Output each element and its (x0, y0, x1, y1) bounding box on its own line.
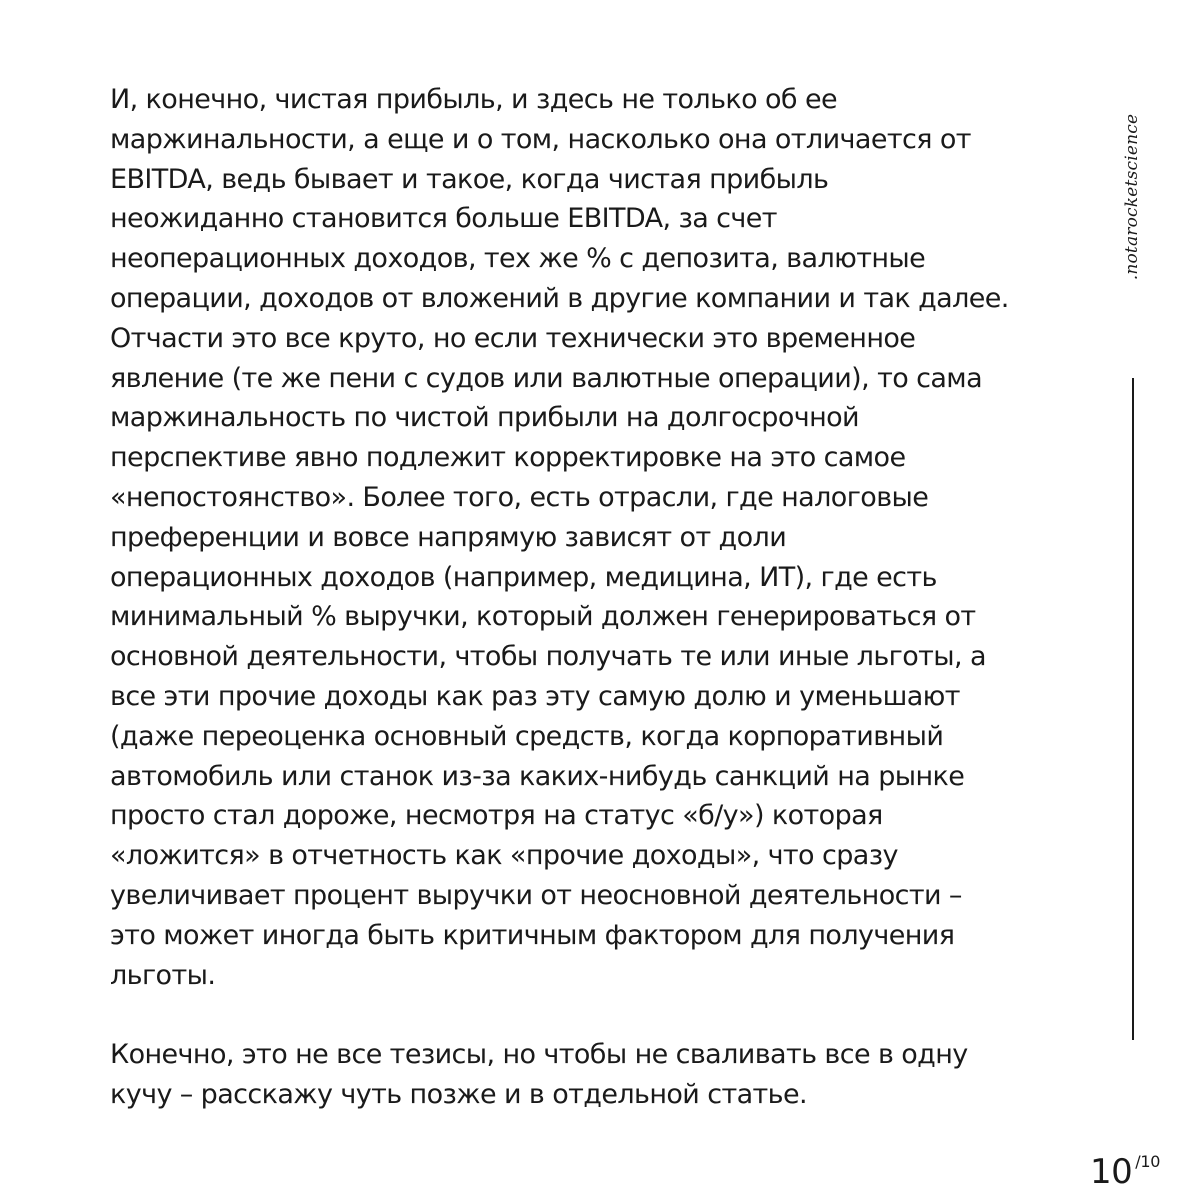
text-line: маржинальности, а еще и о том, насколько она отличается от (110, 123, 971, 155)
text-line: все эти прочие доходы как раз эту самую долю и уменьшают (110, 680, 960, 712)
text-line: перспективе явно подлежит корректировке на это самое (110, 442, 906, 474)
text-line: автомобиль или станок из-за каких-нибудь санкций на рынке (110, 760, 965, 792)
page-counter (1090, 1150, 1160, 1194)
paragraph-spacer (110, 995, 1070, 1035)
paragraph (110, 1035, 1070, 1115)
text-line: EBITDA, ведь бывает и такое, когда чистая прибыль (110, 163, 829, 195)
text-line: просто стал дороже, несмотря на статус «б/у») которая (110, 800, 883, 832)
page-total: /10 (1135, 1152, 1161, 1171)
text-line: Конечно, это не все тезисы, но чтобы не сваливать все в одну (110, 1039, 968, 1071)
text-line: операции, доходов от вложений в другие компании и так далее. (110, 282, 1009, 314)
text-line: это может иногда быть критичным фактором для получения (110, 919, 955, 951)
text-line: операционных доходов (например, медицина, ИТ), где есть (110, 561, 937, 593)
text-line: основной деятельности, чтобы получать те или иные льготы, а (110, 641, 986, 673)
text-line: неоперационных доходов, тех же % с депозита, валютные (110, 243, 926, 275)
text-line: минимальный % выручки, который должен генерироваться от (110, 601, 976, 633)
brand-handle-text: .notarocketscience (1122, 113, 1142, 281)
brand-handle (1120, 102, 1144, 292)
text-line: кучу – расскажу чуть позже и в отдельной статье. (110, 1078, 807, 1110)
text-line: маржинальность по чистой прибыли на долгосрочной (110, 402, 860, 434)
text-line: (даже переоценка основный средств, когда корпоративный (110, 720, 944, 752)
text-line: И, конечно, чистая прибыль, и здесь не только об ее (110, 84, 837, 115)
article-body (110, 80, 1070, 1115)
text-line: «непостоянство». Более того, есть отрасли, где налоговые (110, 481, 929, 513)
text-line: неожиданно становится больше EBITDA, за счет (110, 203, 777, 235)
text-line: льготы. (110, 959, 216, 991)
text-line: явление (те же пени с судов или валютные операции), то сама (110, 362, 983, 394)
text-line: преференции и вовсе напрямую зависят от доли (110, 521, 787, 553)
text-line: «ложится» в отчетность как «прочие доходы», что сразу (110, 840, 898, 872)
page-current: 10 (1090, 1152, 1133, 1192)
vertical-divider (1132, 378, 1134, 1040)
paragraph (110, 80, 1070, 995)
text-line: увеличивает процент выручки от неосновной деятельности – (110, 879, 962, 911)
text-line: Отчасти это все круто, но если технически это временное (110, 322, 916, 354)
